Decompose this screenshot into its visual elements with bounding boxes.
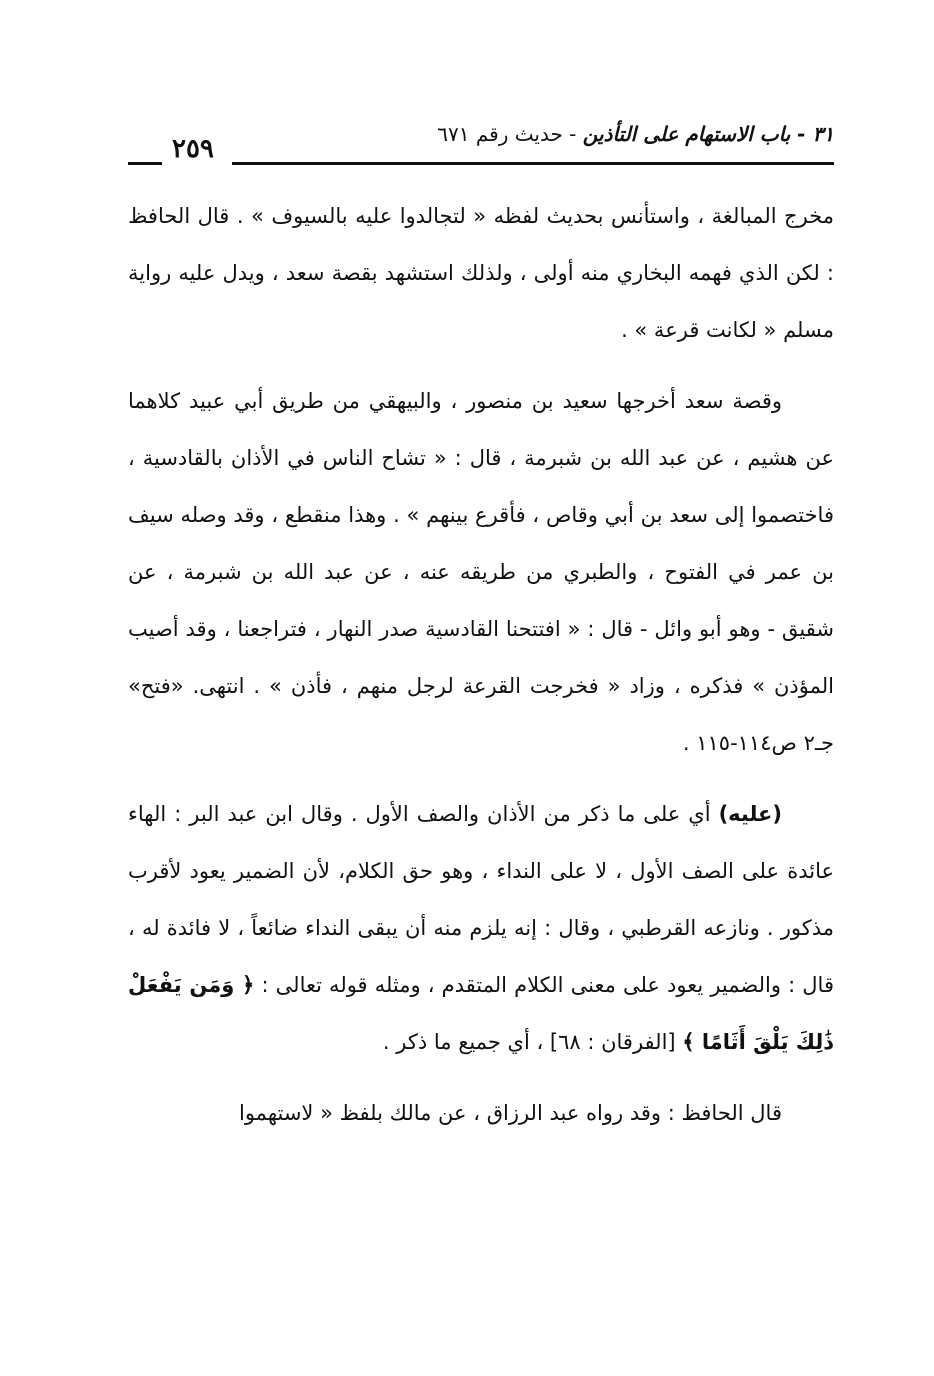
running-title bbox=[437, 120, 834, 148]
body-text bbox=[128, 188, 834, 1142]
chapter-title: ٣١ - باب الاستهام على التأذين bbox=[582, 122, 834, 146]
running-header bbox=[128, 118, 834, 170]
commentary-text: أي على ما ذكر من الأذان والصف الأول . وقال ابن عبد البر : الهاء عائدة على الصف الأول ، لا على النداء ، وهو حق الكلام، لأن الضمير يعود لأقرب مذكور . ونازعه القرطبي ، وقال : إنه يلزم منه أن يبقى النداء ضائعاً ، لا فائدة له ، قال : والضمير يعود على معنى الكلام المتقدم ، ومثله قوله تعالى : bbox=[128, 802, 834, 997]
header-dash bbox=[128, 162, 162, 165]
paragraph-3 bbox=[128, 786, 834, 1071]
page-number: ٢٥٩ bbox=[172, 134, 214, 164]
title-separator: - bbox=[562, 122, 583, 146]
paragraph-4: قال الحافظ : وقد رواه عبد الرزاق ، عن مالك بلفظ « لاستهموا bbox=[239, 1101, 782, 1125]
hadith-reference: حديث رقم ٦٧١ bbox=[437, 122, 563, 146]
paragraph-1: مخرج المبالغة ، واستأنس بحديث لفظه « لتجالدوا عليه بالسيوف » . قال الحافظ : لكن الذي فهمه البخاري منه أولى ، ولذلك استشهد بقصة سعد ، ويدل عليه رواية مسلم « لكانت قرعة » . bbox=[128, 204, 834, 342]
commentary-text-end: [الفرقان : ٦٨] ، أي جميع ما ذكر . bbox=[382, 1030, 683, 1054]
commentary-keyword: (عليه) bbox=[718, 802, 782, 826]
header-rule bbox=[232, 162, 834, 165]
quran-verse: ﴿ وَمَن يَفْعَلْ ذَٰلِكَ يَلْقَ أَثَامًا ﴾ bbox=[128, 973, 834, 1054]
paragraph-2: وقصة سعد أخرجها سعيد بن منصور ، والبيهقي من طريق أبي عبيد كلاهما عن هشيم ، عن عبد الله بن شبرمة ، قال : « تشاح الناس في الأذان بالقادسية ، فاختصموا إلى سعد بن أبي وقاص ، فأقرع بينهم » . وهذا منقطع ، وقد وصله سيف بن عمر في الفتوح ، والطبري من طريقه عنه ، عن عبد الله بن شبرمة ، عن شقيق - وهو أبو وائل - قال : « افتتحنا القادسية صدر النهار ، فتراجعنا ، وقد أصيب المؤذن » فذكره ، وزاد « فخرجت القرعة لرجل منهم ، فأذن » . انتهى. «فتح» جـ٢ ص١١٤-١١٥ . bbox=[128, 389, 834, 755]
